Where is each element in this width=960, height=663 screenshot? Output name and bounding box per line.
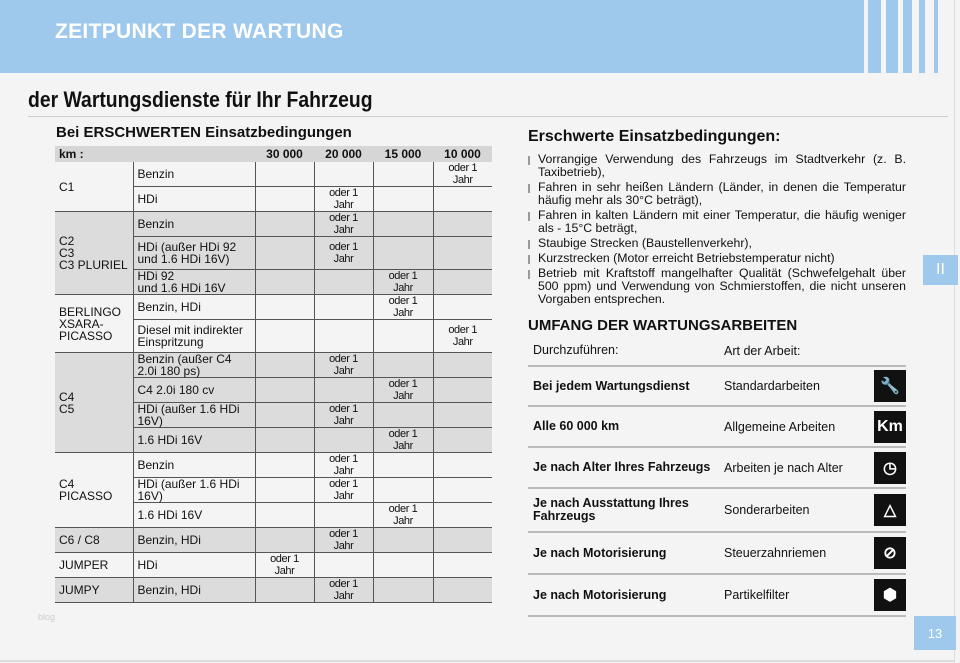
list-item: Staubige Strecken (Baustellenverkehr), — [528, 237, 906, 250]
table-header-row — [55, 146, 492, 162]
interval-cell — [373, 212, 433, 237]
interval-cell — [373, 237, 433, 270]
variant-cell: HDi (außer HDi 92 und 1.6 HDi 16V) — [133, 237, 255, 270]
table-row — [55, 578, 492, 603]
interval-cell — [255, 295, 314, 320]
model-cell: C1 — [55, 162, 133, 212]
model-cell: JUMPER — [55, 553, 133, 578]
clock-wrench-icon: ◷ — [874, 452, 906, 484]
interval-cell — [314, 162, 373, 187]
variant-cell: Benzin — [133, 212, 255, 237]
header-stripe — [886, 0, 898, 73]
watermark: blog — [38, 612, 56, 622]
interval-cell: oder 1 Jahr — [314, 237, 373, 270]
header-stripe — [934, 0, 938, 73]
interval-cell — [255, 478, 314, 503]
interval-cell: oder 1 Jahr — [314, 212, 373, 237]
interval-cell — [255, 270, 314, 295]
variant-cell: Diesel mit indirekter Einspritzung — [133, 320, 255, 353]
when-label: Je nach Motorisierung — [533, 545, 667, 560]
scope-row — [528, 367, 906, 407]
model-cell: JUMPY — [55, 578, 133, 603]
interval-cell — [314, 428, 373, 453]
page-edge — [954, 0, 955, 663]
variant-cell: HDi — [133, 553, 255, 578]
work-type: Steuerzahnriemen — [724, 546, 827, 560]
column-header: km : — [55, 146, 255, 162]
when-label: Je nach Alter Ihres Fahrzeugs — [533, 460, 711, 474]
triangle-wrench-icon: △ — [874, 494, 906, 526]
work-type: Standardarbeiten — [724, 379, 820, 393]
interval-cell — [255, 187, 314, 212]
interval-cell — [255, 162, 314, 187]
interval-cell — [433, 478, 492, 503]
list-item: Fahren in sehr heißen Ländern (Länder, in denen die Temperatur häufig mehr als 30°C beträgt), — [528, 181, 906, 207]
interval-cell: oder 1 Jahr — [373, 378, 433, 403]
variant-cell: 1.6 HDi 16V — [133, 503, 255, 528]
interval-cell: oder 1 Jahr — [373, 428, 433, 453]
interval-cell — [433, 187, 492, 212]
list-item: Vorrangige Verwendung des Fahrzeugs im Stadtverkehr (z. B. Taxibetrieb), — [528, 153, 906, 179]
table-row — [55, 528, 492, 553]
scope-row — [528, 533, 906, 575]
interval-cell — [373, 478, 433, 503]
interval-cell — [373, 187, 433, 212]
interval-cell — [255, 320, 314, 353]
interval-cell — [433, 578, 492, 603]
variant-cell: Benzin, HDi — [133, 578, 255, 603]
interval-cell — [373, 320, 433, 353]
variant-cell: Benzin — [133, 453, 255, 478]
header-stripe — [868, 0, 881, 73]
when-label: Je nach Ausstattung Ihres Fahrzeugs — [533, 496, 689, 523]
page-header-title: ZEITPUNKT DER WARTUNG — [55, 20, 344, 43]
interval-cell: oder 1 Jahr — [314, 578, 373, 603]
interval-cell — [255, 578, 314, 603]
when-label: Bei jedem Wartungsdienst — [533, 378, 690, 393]
when-label: Alle 60 000 km — [533, 419, 620, 433]
header-stripe — [850, 0, 864, 73]
interval-cell — [255, 212, 314, 237]
interval-cell: oder 1 Jahr — [314, 453, 373, 478]
table-row — [55, 553, 492, 578]
variant-cell: Benzin — [133, 162, 255, 187]
scope-table — [528, 336, 906, 617]
column-header: 30 000 — [255, 146, 314, 162]
interval-cell — [314, 553, 373, 578]
timing-belt-icon: ⊘ — [874, 537, 906, 569]
interval-cell: oder 1 Jahr — [314, 187, 373, 212]
variant-cell: HDi (außer 1.6 HDi 16V) — [133, 478, 255, 503]
interval-cell — [433, 528, 492, 553]
interval-cell — [433, 295, 492, 320]
interval-cell — [255, 453, 314, 478]
interval-cell — [314, 295, 373, 320]
interval-cell — [433, 553, 492, 578]
interval-cell: oder 1 Jahr — [314, 528, 373, 553]
conditions-list — [528, 153, 906, 308]
interval-cell — [255, 237, 314, 270]
column-header: Art der Arbeit: — [724, 343, 801, 358]
variant-cell: HDi 92 und 1.6 HDi 16V — [133, 270, 255, 295]
interval-cell — [373, 553, 433, 578]
interval-cell — [255, 353, 314, 378]
interval-cell — [433, 378, 492, 403]
model-cell: C4 C5 — [55, 353, 133, 453]
particle-filter-icon: ⬢ — [874, 579, 906, 611]
table-row — [55, 212, 492, 237]
header-stripe — [903, 0, 912, 73]
interval-cell — [373, 528, 433, 553]
interval-cell — [314, 378, 373, 403]
interval-cell — [255, 528, 314, 553]
variant-cell: HDi — [133, 187, 255, 212]
work-type: Sonderarbeiten — [724, 503, 810, 517]
scope-row — [528, 489, 906, 533]
list-item: Kurzstrecken (Motor erreicht Betriebstemperatur nicht) — [528, 252, 906, 265]
variant-cell: Benzin, HDi — [133, 528, 255, 553]
interval-cell — [255, 503, 314, 528]
interval-cell — [314, 320, 373, 353]
model-cell: C4 PICASSO — [55, 453, 133, 528]
table-heading: Bei ERSCHWERTEN Einsatzbedingungen — [56, 124, 352, 141]
work-type: Allgemeine Arbeiten — [724, 419, 836, 434]
scope-row — [528, 407, 906, 448]
wrench-icon: 🔧 — [874, 370, 906, 402]
table-row — [55, 453, 492, 478]
page-number: 13 — [914, 616, 956, 650]
header-stripe — [919, 0, 925, 73]
divider — [28, 116, 948, 117]
page-bottom-edge — [0, 660, 955, 662]
scope-heading: UMFANG DER WARTUNGSARBEITEN — [528, 317, 798, 334]
model-cell: BERLINGO XSARA- PICASSO — [55, 295, 133, 353]
model-cell: C6 / C8 — [55, 528, 133, 553]
interval-cell — [373, 353, 433, 378]
variant-cell: 1.6 HDi 16V — [133, 428, 255, 453]
interval-cell: oder 1 Jahr — [314, 353, 373, 378]
table-row — [55, 353, 492, 378]
model-cell: C2 C3 C3 PLURIEL — [55, 212, 133, 295]
table-row — [55, 295, 492, 320]
variant-cell: Benzin, HDi — [133, 295, 255, 320]
interval-cell — [314, 503, 373, 528]
when-label: Je nach Motorisierung — [533, 587, 667, 602]
interval-cell: oder 1 Jahr — [314, 478, 373, 503]
interval-cell: oder 1 Jahr — [433, 162, 492, 187]
interval-cell — [255, 403, 314, 428]
column-header: Durchzuführen: — [533, 343, 619, 357]
work-type: Arbeiten je nach Alter — [724, 460, 843, 475]
list-item: Fahren in kalten Ländern mit einer Temperatur, die häufig weniger als - 15°C beträgt, — [528, 209, 906, 235]
interval-cell — [373, 403, 433, 428]
work-type: Partikelfilter — [724, 588, 790, 602]
interval-cell — [433, 428, 492, 453]
interval-cell — [433, 403, 492, 428]
column-header: 10 000 — [433, 146, 492, 162]
column-header: 15 000 — [373, 146, 433, 162]
column-header: 20 000 — [314, 146, 373, 162]
interval-cell: oder 1 Jahr — [373, 295, 433, 320]
interval-cell — [373, 578, 433, 603]
maintenance-interval-table — [55, 146, 492, 603]
table-row — [55, 162, 492, 187]
interval-cell — [255, 378, 314, 403]
interval-cell — [433, 453, 492, 478]
interval-cell — [433, 270, 492, 295]
scope-row — [528, 575, 906, 617]
interval-cell: oder 1 Jahr — [255, 553, 314, 578]
list-item: Betrieb mit Kraftstoff mangelhafter Qualität (Schwefelgehalt über 500 ppm) und Verwendung von Schmierstoffen, die nicht unseren Vorgaben entsprechen. — [528, 267, 906, 306]
interval-cell — [433, 503, 492, 528]
interval-cell — [255, 428, 314, 453]
conditions-heading: Erschwerte Einsatzbedingungen: — [528, 128, 781, 145]
page-subtitle: der Wartungsdienste für Ihr Fahrzeug — [28, 87, 373, 112]
interval-cell — [373, 162, 433, 187]
interval-cell — [433, 212, 492, 237]
interval-cell: oder 1 Jahr — [373, 270, 433, 295]
interval-cell — [433, 237, 492, 270]
interval-cell — [314, 270, 373, 295]
interval-cell — [433, 353, 492, 378]
interval-cell: oder 1 Jahr — [373, 503, 433, 528]
scope-row — [528, 448, 906, 489]
chapter-tab[interactable]: II — [923, 255, 958, 285]
interval-cell: oder 1 Jahr — [314, 403, 373, 428]
variant-cell: C4 2.0i 180 cv — [133, 378, 255, 403]
variant-cell: HDi (außer 1.6 HDi 16V) — [133, 403, 255, 428]
interval-cell: oder 1 Jahr — [433, 320, 492, 353]
scope-header-row — [528, 336, 906, 367]
km-wrench-icon: Km — [874, 411, 906, 443]
interval-cell — [373, 453, 433, 478]
variant-cell: Benzin (außer C4 2.0i 180 ps) — [133, 353, 255, 378]
